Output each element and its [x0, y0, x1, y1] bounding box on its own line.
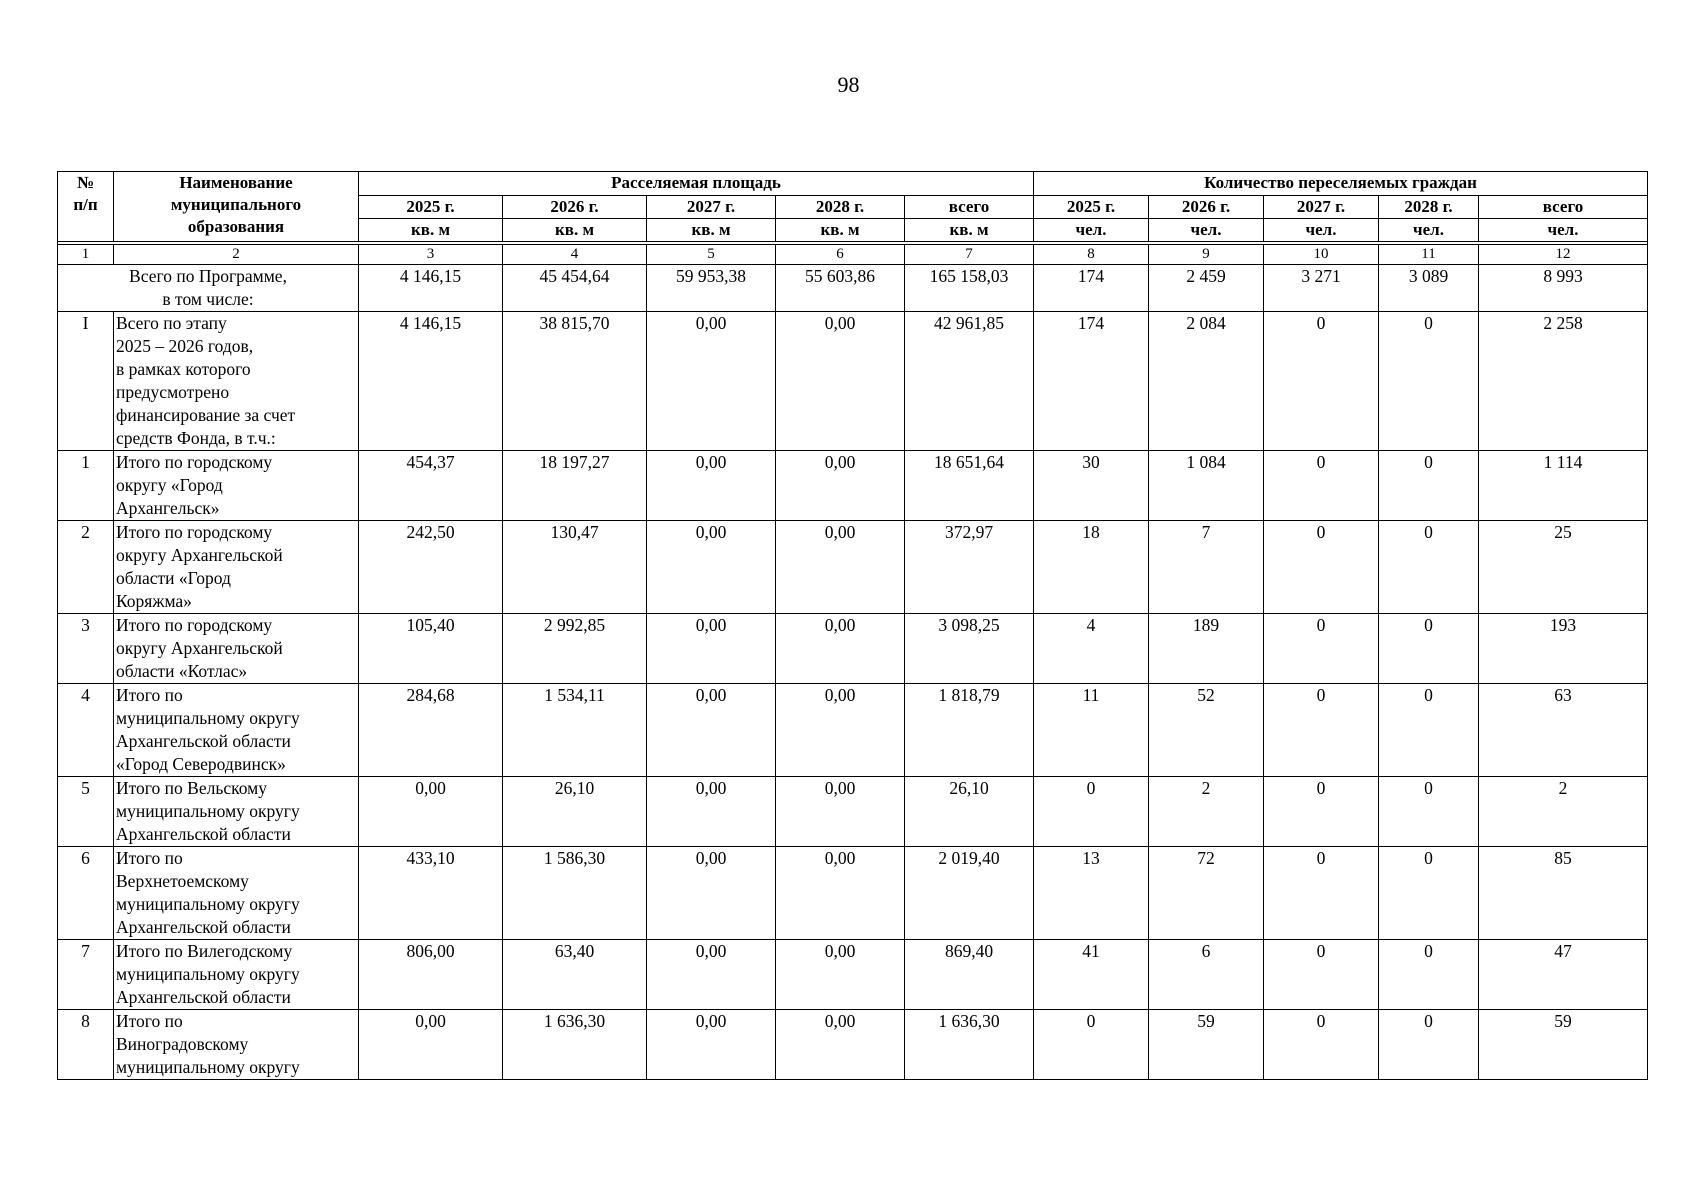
area-value-cell: 242,50 [359, 521, 503, 614]
page-number: 98 [837, 72, 860, 97]
area-value-cell: 0,00 [776, 451, 905, 521]
area-value-cell: 0,00 [647, 940, 776, 1010]
header-area-year: 2026 г. [503, 196, 647, 219]
people-value-cell: 193 [1479, 614, 1648, 684]
area-value-cell: 165 158,03 [905, 265, 1034, 312]
table-row [58, 265, 1648, 312]
area-value-cell: 0,00 [776, 777, 905, 847]
row-name: Итого по городскому округу «Город Архангельск» [114, 451, 359, 521]
people-value-cell: 2 [1479, 777, 1648, 847]
area-value-cell: 26,10 [905, 777, 1034, 847]
row-number: I [58, 312, 114, 451]
area-value-cell: 55 603,86 [776, 265, 905, 312]
people-value-cell: 0 [1264, 777, 1379, 847]
column-number: 3 [359, 245, 503, 265]
row-number: 5 [58, 777, 114, 847]
area-value-cell: 0,00 [776, 521, 905, 614]
column-number: 10 [1264, 245, 1379, 265]
people-value-cell: 59 [1149, 1010, 1264, 1080]
row-name: Итого по Вельскому муниципальному округу Архангельской области [114, 777, 359, 847]
people-value-cell: 0 [1264, 312, 1379, 451]
header-area-group: Расселяемая площадь [359, 172, 1034, 196]
row-number: 8 [58, 1010, 114, 1080]
area-value-cell: 0,00 [359, 777, 503, 847]
row-name: Итого по городскому округу Архангельской области «Котлас» [114, 614, 359, 684]
area-value-cell: 0,00 [647, 777, 776, 847]
column-number: 5 [647, 245, 776, 265]
header-people-year: 2028 г. [1379, 196, 1479, 219]
area-value-cell: 18 197,27 [503, 451, 647, 521]
area-value-cell: 2 992,85 [503, 614, 647, 684]
people-value-cell: 2 084 [1149, 312, 1264, 451]
area-value-cell: 0,00 [776, 847, 905, 940]
area-value-cell: 4 146,15 [359, 265, 503, 312]
header-area-year: 2028 г. [776, 196, 905, 219]
area-value-cell: 63,40 [503, 940, 647, 1010]
table-row [58, 451, 1648, 521]
people-value-cell: 25 [1479, 521, 1648, 614]
header-municipality: Наименование муниципального образования [114, 172, 359, 242]
people-value-cell: 3 089 [1379, 265, 1479, 312]
people-value-cell: 30 [1034, 451, 1149, 521]
people-value-cell: 0 [1379, 940, 1479, 1010]
people-value-cell: 0 [1034, 777, 1149, 847]
area-value-cell: 0,00 [776, 684, 905, 777]
area-value-cell: 454,37 [359, 451, 503, 521]
row-number: 7 [58, 940, 114, 1010]
area-value-cell: 0,00 [647, 684, 776, 777]
area-value-cell: 59 953,38 [647, 265, 776, 312]
table-row [58, 312, 1648, 451]
people-value-cell: 4 [1034, 614, 1149, 684]
row-name: Итого по муниципальному округу Архангельской области «Город Северодвинск» [114, 684, 359, 777]
column-number: 9 [1149, 245, 1264, 265]
area-value-cell: 45 454,64 [503, 265, 647, 312]
area-value-cell: 0,00 [647, 521, 776, 614]
header-area-year: всего [905, 196, 1034, 219]
people-value-cell: 41 [1034, 940, 1149, 1010]
people-value-cell: 59 [1479, 1010, 1648, 1080]
area-value-cell: 1 636,30 [905, 1010, 1034, 1080]
column-number: 2 [114, 245, 359, 265]
row-number: 6 [58, 847, 114, 940]
people-value-cell: 0 [1379, 777, 1479, 847]
row-name: Итого по Вилегодскому муниципальному округу Архангельской области [114, 940, 359, 1010]
header-people-unit: чел. [1149, 219, 1264, 242]
people-value-cell: 0 [1379, 684, 1479, 777]
people-value-cell: 0 [1379, 312, 1479, 451]
column-number: 1 [58, 245, 114, 265]
people-value-cell: 2 459 [1149, 265, 1264, 312]
header-people-year: 2026 г. [1149, 196, 1264, 219]
area-value-cell: 1 586,30 [503, 847, 647, 940]
row-number: 1 [58, 451, 114, 521]
people-value-cell: 0 [1264, 847, 1379, 940]
people-value-cell: 6 [1149, 940, 1264, 1010]
header-people-unit: чел. [1264, 219, 1379, 242]
header-people-year: всего [1479, 196, 1648, 219]
area-value-cell: 1 818,79 [905, 684, 1034, 777]
area-value-cell: 0,00 [647, 847, 776, 940]
column-number: 11 [1379, 245, 1479, 265]
area-value-cell: 3 098,25 [905, 614, 1034, 684]
people-value-cell: 0 [1379, 614, 1479, 684]
header-area-unit: кв. м [776, 219, 905, 242]
people-value-cell: 189 [1149, 614, 1264, 684]
people-value-cell: 0 [1264, 521, 1379, 614]
people-value-cell: 0 [1264, 684, 1379, 777]
area-value-cell: 0,00 [776, 940, 905, 1010]
people-value-cell: 0 [1379, 847, 1479, 940]
area-value-cell: 372,97 [905, 521, 1034, 614]
people-value-cell: 13 [1034, 847, 1149, 940]
column-number: 8 [1034, 245, 1149, 265]
header-number: № п/п [58, 172, 114, 242]
people-value-cell: 52 [1149, 684, 1264, 777]
column-number: 4 [503, 245, 647, 265]
header-area-unit: кв. м [647, 219, 776, 242]
area-value-cell: 18 651,64 [905, 451, 1034, 521]
area-value-cell: 869,40 [905, 940, 1034, 1010]
header-area-year: 2025 г. [359, 196, 503, 219]
people-value-cell: 47 [1479, 940, 1648, 1010]
column-number: 6 [776, 245, 905, 265]
area-value-cell: 0,00 [647, 312, 776, 451]
area-value-cell: 0,00 [647, 614, 776, 684]
people-value-cell: 1 114 [1479, 451, 1648, 521]
resettlement-table [57, 171, 1648, 1080]
column-number: 12 [1479, 245, 1648, 265]
people-value-cell: 0 [1264, 451, 1379, 521]
table-row [58, 940, 1648, 1010]
people-value-cell: 63 [1479, 684, 1648, 777]
row-number: 4 [58, 684, 114, 777]
people-value-cell: 0 [1379, 1010, 1479, 1080]
area-value-cell: 105,40 [359, 614, 503, 684]
table-row [58, 1010, 1648, 1080]
column-number: 7 [905, 245, 1034, 265]
people-value-cell: 2 258 [1479, 312, 1648, 451]
header-people-unit: чел. [1034, 219, 1149, 242]
area-value-cell: 0,00 [776, 312, 905, 451]
area-value-cell: 4 146,15 [359, 312, 503, 451]
table-row [58, 777, 1648, 847]
header-people-unit: чел. [1479, 219, 1648, 242]
area-value-cell: 26,10 [503, 777, 647, 847]
area-value-cell: 0,00 [359, 1010, 503, 1080]
area-value-cell: 806,00 [359, 940, 503, 1010]
people-value-cell: 174 [1034, 265, 1149, 312]
people-value-cell: 8 993 [1479, 265, 1648, 312]
people-value-cell: 7 [1149, 521, 1264, 614]
people-value-cell: 18 [1034, 521, 1149, 614]
header-area-unit: кв. м [503, 219, 647, 242]
area-value-cell: 42 961,85 [905, 312, 1034, 451]
area-value-cell: 2 019,40 [905, 847, 1034, 940]
people-value-cell: 0 [1034, 1010, 1149, 1080]
people-value-cell: 2 [1149, 777, 1264, 847]
table-row [58, 684, 1648, 777]
row-number: 2 [58, 521, 114, 614]
people-value-cell: 174 [1034, 312, 1149, 451]
header-people-group: Количество переселяемых граждан [1034, 172, 1648, 196]
people-value-cell: 0 [1264, 614, 1379, 684]
header-area-year: 2027 г. [647, 196, 776, 219]
area-value-cell: 1 534,11 [503, 684, 647, 777]
table-row [58, 614, 1648, 684]
row-name: Итого по городскому округу Архангельской области «Город Коряжма» [114, 521, 359, 614]
header-people-year: 2025 г. [1034, 196, 1149, 219]
area-value-cell: 433,10 [359, 847, 503, 940]
area-value-cell: 0,00 [647, 451, 776, 521]
row-number: 3 [58, 614, 114, 684]
area-value-cell: 0,00 [776, 1010, 905, 1080]
header-area-unit: кв. м [905, 219, 1034, 242]
area-value-cell: 1 636,30 [503, 1010, 647, 1080]
row-name: Итого по Виноградовскому муниципальному округу [114, 1010, 359, 1080]
people-value-cell: 0 [1264, 940, 1379, 1010]
people-value-cell: 0 [1264, 1010, 1379, 1080]
table-row [58, 521, 1648, 614]
people-value-cell: 11 [1034, 684, 1149, 777]
area-value-cell: 130,47 [503, 521, 647, 614]
header-area-unit: кв. м [359, 219, 503, 242]
row-name: Всего по Программе, в том числе: [58, 265, 359, 312]
area-value-cell: 284,68 [359, 684, 503, 777]
row-name: Итого по Верхнетоемскому муниципальному округу Архангельской области [114, 847, 359, 940]
people-value-cell: 85 [1479, 847, 1648, 940]
area-value-cell: 0,00 [647, 1010, 776, 1080]
people-value-cell: 1 084 [1149, 451, 1264, 521]
people-value-cell: 0 [1379, 451, 1479, 521]
people-value-cell: 72 [1149, 847, 1264, 940]
area-value-cell: 0,00 [776, 614, 905, 684]
people-value-cell: 3 271 [1264, 265, 1379, 312]
header-people-unit: чел. [1379, 219, 1479, 242]
people-value-cell: 0 [1379, 521, 1479, 614]
header-people-year: 2027 г. [1264, 196, 1379, 219]
table-row [58, 847, 1648, 940]
area-value-cell: 38 815,70 [503, 312, 647, 451]
row-name: Всего по этапу 2025 – 2026 годов, в рамках которого предусмотрено финансирование за счет средств Фонда, в т.ч.: [114, 312, 359, 451]
